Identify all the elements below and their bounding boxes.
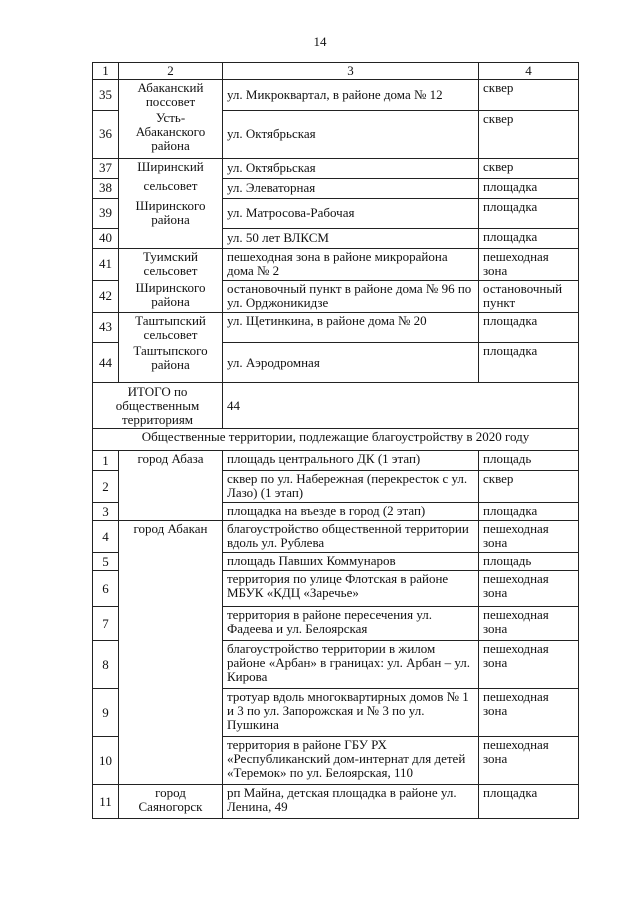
table-row — [93, 110, 579, 158]
row-number: 6 — [93, 571, 119, 607]
row-number: 7 — [93, 607, 119, 641]
territory-type: площадка — [479, 503, 579, 521]
territory-type: пешеходная зона — [479, 641, 579, 689]
row-number: 8 — [93, 641, 119, 689]
address: остановочный пункт в районе дома № 96 по ул. Орджоникидзе — [223, 280, 479, 312]
row-number: 3 — [93, 503, 119, 521]
row-number: 40 — [93, 228, 119, 248]
municipality — [119, 503, 223, 521]
municipality — [119, 641, 223, 689]
table-row — [93, 785, 579, 819]
table-row — [93, 280, 579, 312]
table-row — [93, 571, 579, 607]
table-row — [93, 521, 579, 553]
table-row — [93, 553, 579, 571]
table-row — [93, 737, 579, 785]
municipality — [119, 689, 223, 737]
total-value: 44 — [223, 383, 579, 429]
territory-type: пешеходная зона — [479, 607, 579, 641]
table-row — [93, 158, 579, 178]
row-number: 36 — [93, 110, 119, 158]
table-row — [93, 228, 579, 248]
column-header: 1 — [93, 63, 119, 80]
row-number: 35 — [93, 80, 119, 111]
table-row — [93, 451, 579, 471]
address: благоустройство территории в жилом районе «Арбан» в границах: ул. Арбан – ул. Кирова — [223, 641, 479, 689]
address: благоустройство общественной территории вдоль ул. Рублева — [223, 521, 479, 553]
address: ул. Матросова-Рабочая — [223, 198, 479, 228]
municipality: город Абакан — [119, 521, 223, 553]
table-row — [93, 641, 579, 689]
address: ул. Аэродромная — [223, 343, 479, 383]
address: ул. Щетинкина, в районе дома № 20 — [223, 312, 479, 343]
column-header: 2 — [119, 63, 223, 80]
territory-type: пешеходная зона — [479, 571, 579, 607]
municipality: сельсовет — [119, 178, 223, 198]
municipality: город Саяногорск — [119, 785, 223, 819]
row-number: 1 — [93, 451, 119, 471]
row-number: 44 — [93, 343, 119, 383]
address: ул. Октябрьская — [223, 158, 479, 178]
territory-type: пешеходная зона — [479, 689, 579, 737]
row-number: 42 — [93, 280, 119, 312]
municipality: Ширинского района — [119, 198, 223, 228]
table-row — [93, 689, 579, 737]
table-row — [93, 343, 579, 383]
row-number: 41 — [93, 248, 119, 280]
total-label: ИТОГО по общественным территориям — [93, 383, 223, 429]
territories-table — [92, 62, 579, 819]
table-row — [93, 471, 579, 503]
address: сквер по ул. Набережная (перекресток с ул. Лазо) (1 этап) — [223, 471, 479, 503]
territory-type: площадка — [479, 312, 579, 343]
total-row — [93, 383, 579, 429]
municipality: Ширинский — [119, 158, 223, 178]
address: площадь Павших Коммунаров — [223, 553, 479, 571]
table-row — [93, 607, 579, 641]
row-number: 9 — [93, 689, 119, 737]
row-number: 11 — [93, 785, 119, 819]
municipality: Таштыпский сельсовет — [119, 312, 223, 343]
territory-type: сквер — [479, 110, 579, 158]
territory-type: остановочный пункт — [479, 280, 579, 312]
territory-type: площадь — [479, 553, 579, 571]
row-number: 2 — [93, 471, 119, 503]
page-number: 14 — [313, 34, 327, 49]
address: ул. Элеваторная — [223, 178, 479, 198]
table-row — [93, 178, 579, 198]
municipality — [119, 737, 223, 785]
municipality — [119, 607, 223, 641]
territory-type: площадка — [479, 178, 579, 198]
address: тротуар вдоль многоквартирных домов № 1 и 3 по ул. Запорожская и № 3 по ул. Пушкина — [223, 689, 479, 737]
municipality — [119, 571, 223, 607]
municipality — [119, 553, 223, 571]
address: пешеходная зона в районе микрорайона дома № 2 — [223, 248, 479, 280]
territory-type: пешеходная зона — [479, 248, 579, 280]
municipality: Усть-Абаканского района — [119, 110, 223, 158]
table-row — [93, 198, 579, 228]
municipality: Абаканский поссовет — [119, 80, 223, 111]
municipality — [119, 228, 223, 248]
row-number: 4 — [93, 521, 119, 553]
section-title: Общественные территории, подлежащие благоустройству в 2020 году — [93, 429, 579, 451]
address: ул. Микроквартал, в районе дома № 12 — [223, 80, 479, 111]
address: рп Майна, детская площадка в районе ул. Ленина, 49 — [223, 785, 479, 819]
column-header: 4 — [479, 63, 579, 80]
address: площадка на въезде в город (2 этап) — [223, 503, 479, 521]
table-row — [93, 503, 579, 521]
territory-type: пешеходная зона — [479, 737, 579, 785]
row-number: 39 — [93, 198, 119, 228]
territory-type: пешеходная зона — [479, 521, 579, 553]
table-row — [93, 312, 579, 343]
territory-type: сквер — [479, 471, 579, 503]
row-number: 5 — [93, 553, 119, 571]
territory-type: площадка — [479, 785, 579, 819]
column-header: 3 — [223, 63, 479, 80]
row-number: 38 — [93, 178, 119, 198]
address: ул. 50 лет ВЛКСМ — [223, 228, 479, 248]
territory-type: площадка — [479, 228, 579, 248]
address: ул. Октябрьская — [223, 110, 479, 158]
header-row — [93, 63, 579, 80]
address: территория в районе ГБУ РХ «Республиканский дом-интернат для детей «Теремок» по ул. Белоярская, 110 — [223, 737, 479, 785]
municipality — [119, 471, 223, 503]
section-row — [93, 429, 579, 451]
municipality: Ширинского района — [119, 280, 223, 312]
address: площадь центрального ДК (1 этап) — [223, 451, 479, 471]
municipality: город Абаза — [119, 451, 223, 471]
table-row — [93, 80, 579, 111]
municipality: Таштыпского района — [119, 343, 223, 383]
table-row — [93, 248, 579, 280]
row-number: 10 — [93, 737, 119, 785]
territory-type: площадка — [479, 198, 579, 228]
territory-type: площадь — [479, 451, 579, 471]
municipality: Туимский сельсовет — [119, 248, 223, 280]
row-number: 43 — [93, 312, 119, 343]
address: территория в районе пересечения ул. Фадеева и ул. Белоярская — [223, 607, 479, 641]
territory-type: сквер — [479, 80, 579, 111]
address: территория по улице Флотская в районе МБУК «КДЦ «Заречье» — [223, 571, 479, 607]
row-number: 37 — [93, 158, 119, 178]
territory-type: сквер — [479, 158, 579, 178]
territory-type: площадка — [479, 343, 579, 383]
